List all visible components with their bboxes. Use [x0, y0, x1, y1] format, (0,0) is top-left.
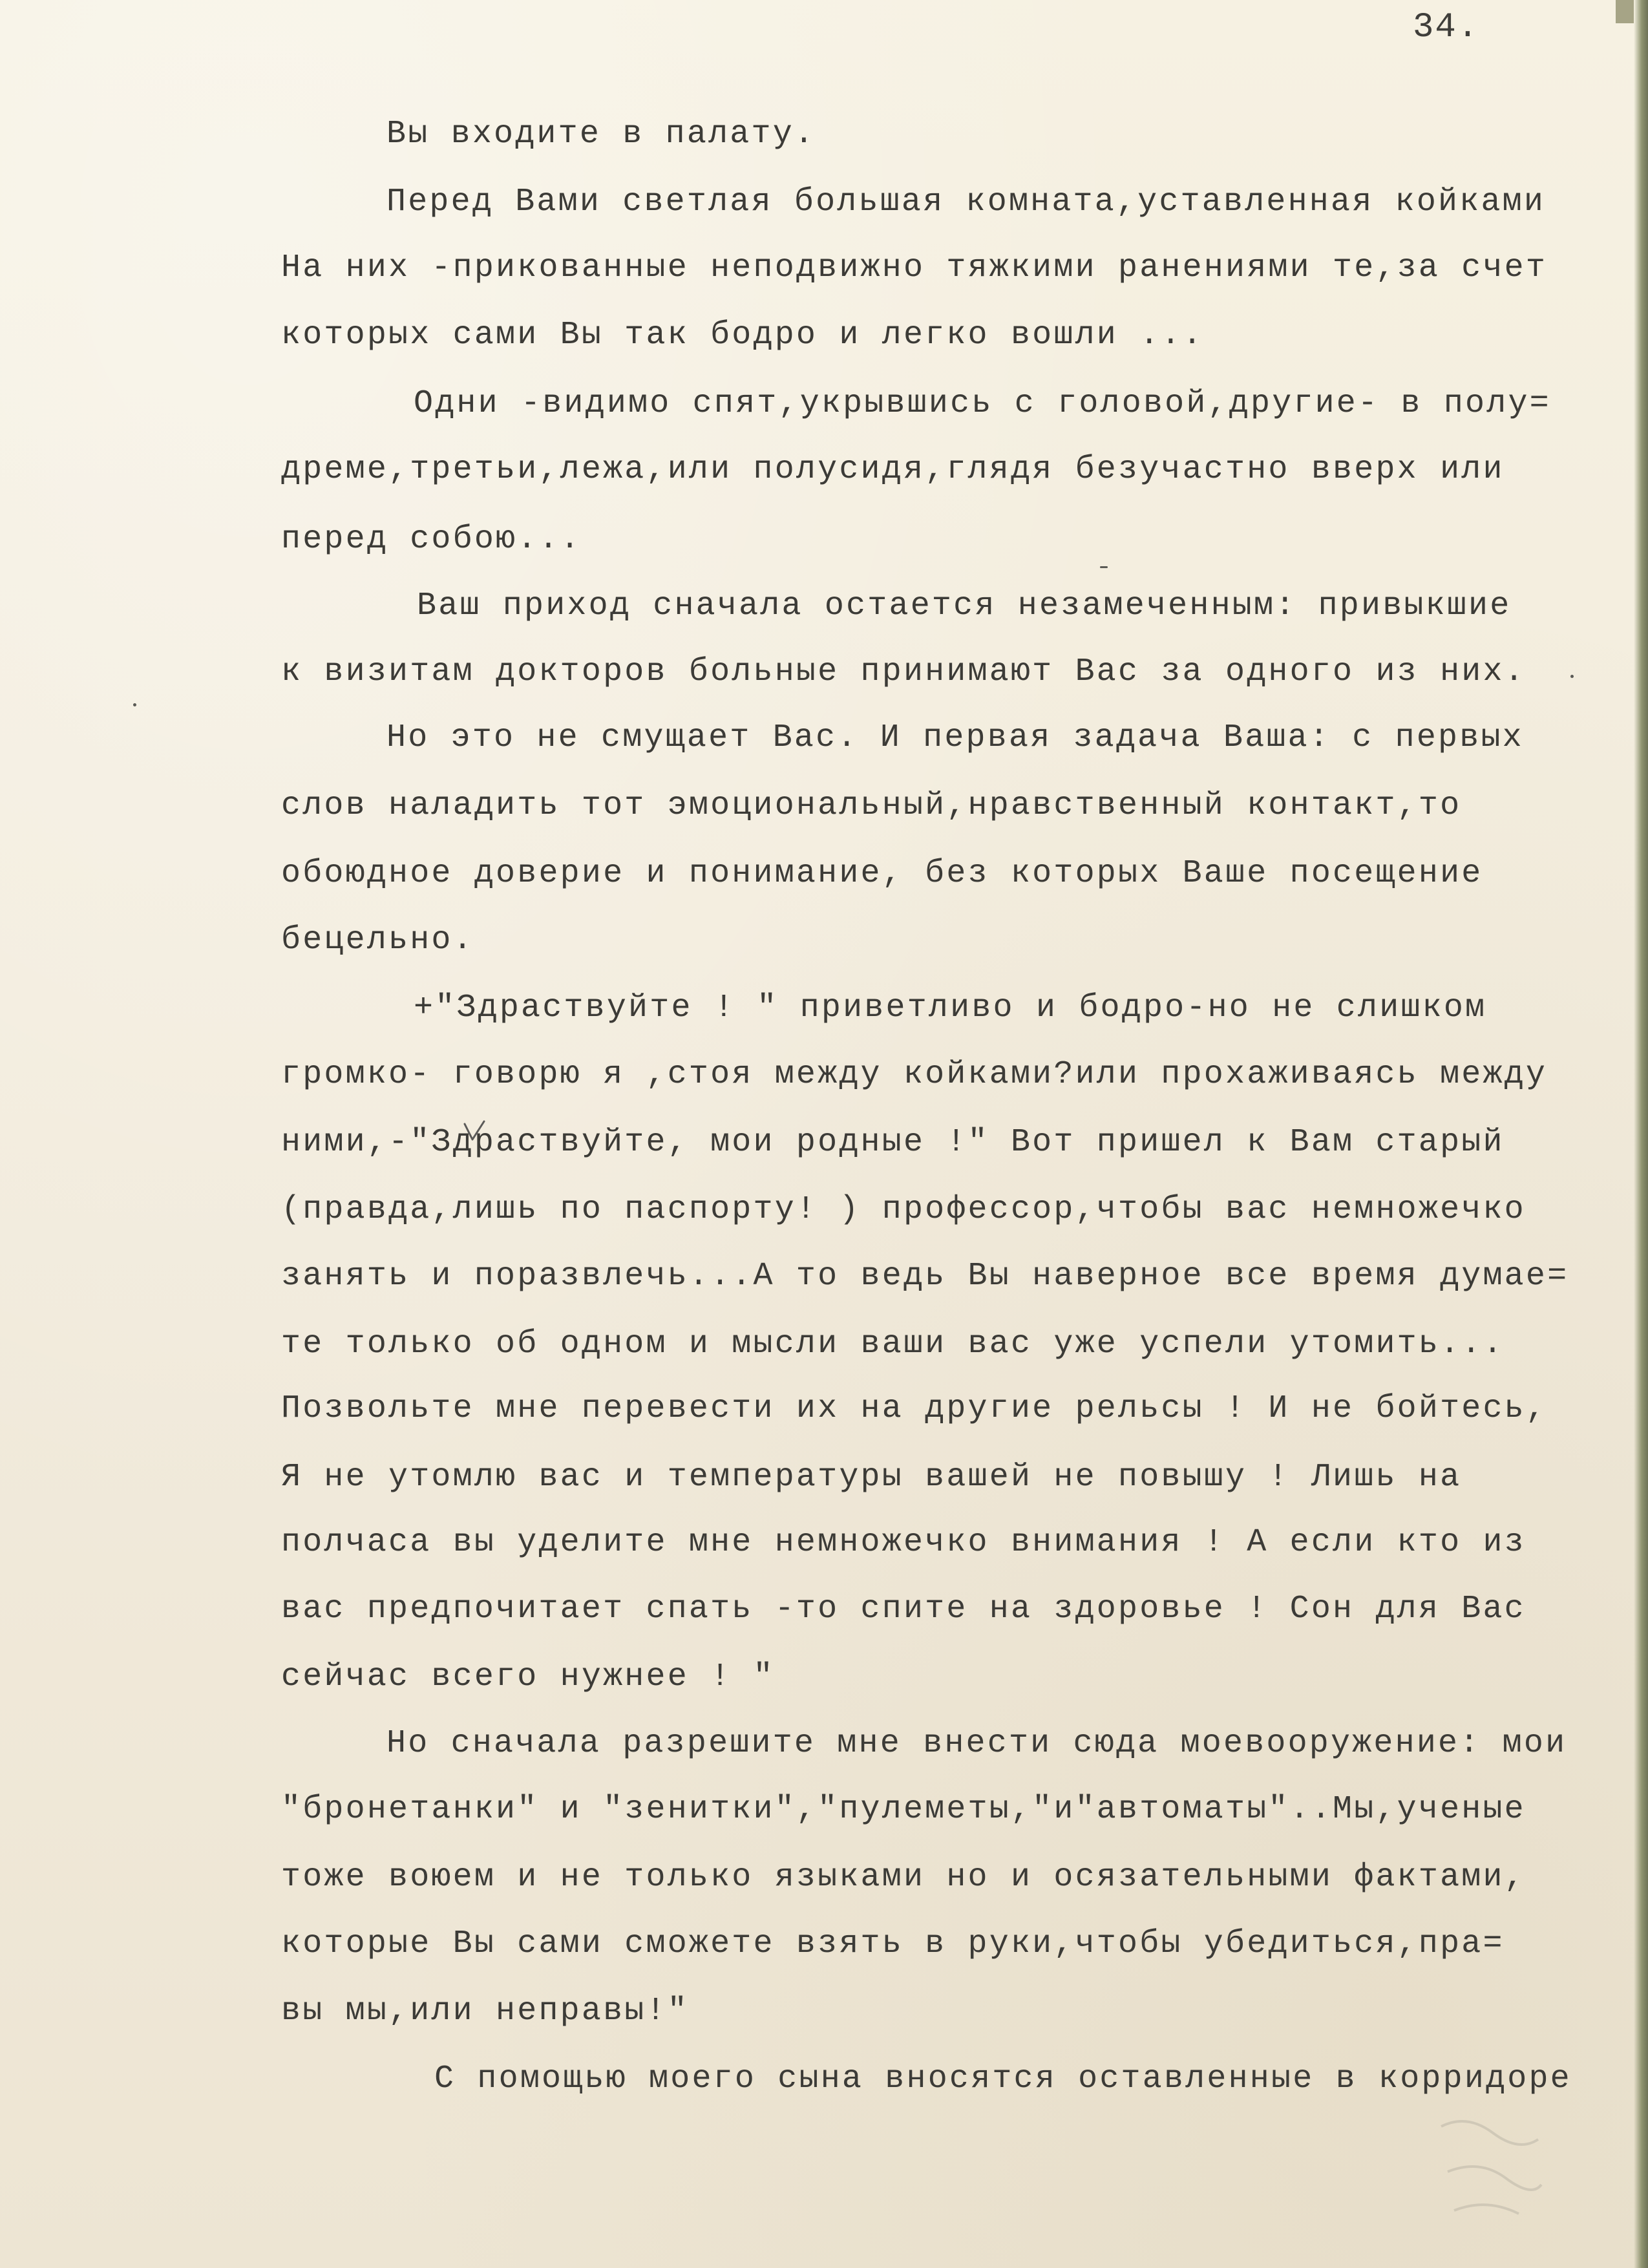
text-line-14: +"Здраствуйте ! " приветливо и бодро-но не слишком: [414, 990, 1487, 1026]
text-line-23: вас предпочитает спать -то спите на здоровье ! Сон для Вас: [281, 1591, 1526, 1627]
text-line-22: полчаса вы уделите мне немножечко внимания ! А если кто из: [281, 1524, 1526, 1561]
page-edge: [1634, 0, 1648, 2268]
text-line-20: Позвольте мне перевести их на другие рельсы ! И не бойтесь,: [281, 1390, 1548, 1427]
text-line-15: громко- говорю я ,стоя между койками?или прохаживаясь между: [281, 1056, 1548, 1093]
text-line-5: Одни -видимо спят,укрывшись с головой,другие- в полу=: [414, 385, 1551, 422]
text-line-11: слов наладить тот эмоциональный,нравственный контакт,то: [281, 787, 1462, 824]
text-line-1: Вы входите в палату.: [386, 116, 816, 153]
text-line-3: На них -прикованные неподвижно тяжкими ранениями те,за счет: [281, 249, 1548, 286]
text-line-13: бецельно.: [281, 922, 474, 959]
text-line-7: перед собою...: [281, 521, 582, 558]
text-line-28: которые Вы сами сможете взять в руки,чтобы убедиться,пра=: [281, 1925, 1505, 1962]
text-line-30: С помощью моего сына вносятся оставленные в корридоре: [434, 2061, 1572, 2097]
text-line-9: к визитам докторов больные принимают Вас за одного из них.: [281, 653, 1526, 690]
text-line-29: вы мы,или неправы!": [281, 1993, 689, 2030]
text-line-6: дреме,третьи,лежа,или полусидя,глядя безучастно вверх или: [281, 451, 1505, 488]
text-line-18: занять и поразвлечь...А то ведь Вы наверное все время думае=: [281, 1258, 1569, 1295]
text-line-16: ними,-"Здраствуйте, мои родные !" Вот пришел к Вам старый: [281, 1124, 1505, 1161]
page-number: 34.: [1413, 8, 1480, 47]
faint-bleed-through-mark: [1428, 2101, 1545, 2230]
text-line-10: Но это не смущает Вас. И первая задача Ваша: с первых: [386, 719, 1524, 756]
ink-speck: [1100, 566, 1108, 568]
page-edge-corner: [1616, 0, 1634, 23]
text-line-19: те только об одном и мысли ваши вас уже успели утомить...: [281, 1326, 1505, 1362]
text-line-12: обоюдное доверие и понимание, без которых Ваше посещение: [281, 855, 1483, 892]
handwritten-correction-mark: [462, 1120, 487, 1142]
text-line-25: Но сначала разрешите мне внести сюда моевооружение: мои: [386, 1725, 1567, 1762]
text-line-21: Я не утомлю вас и температуры вашей не повышу ! Лишь на: [281, 1459, 1462, 1496]
text-line-8: Ваш приход сначала остается незамеченным: привыкшие: [417, 588, 1512, 624]
text-line-27: тоже воюем и не только языками но и осязательными фактами,: [281, 1859, 1526, 1896]
text-line-4: которых сами Вы так бодро и легко вошли ...: [281, 317, 1204, 354]
ink-speck: [1570, 675, 1574, 678]
text-line-24: сейчас всего нужнее ! ": [281, 1659, 775, 1695]
text-line-17: (правда,лишь по паспорту! ) профессор,чтобы вас немножечко: [281, 1191, 1526, 1228]
text-line-2: Перед Вами светлая большая комната,уставленная койками: [386, 184, 1546, 220]
text-line-26: "бронетанки" и "зенитки","пулеметы,"и"автоматы"..Мы,ученые: [281, 1791, 1526, 1828]
ink-speck: [133, 703, 136, 706]
